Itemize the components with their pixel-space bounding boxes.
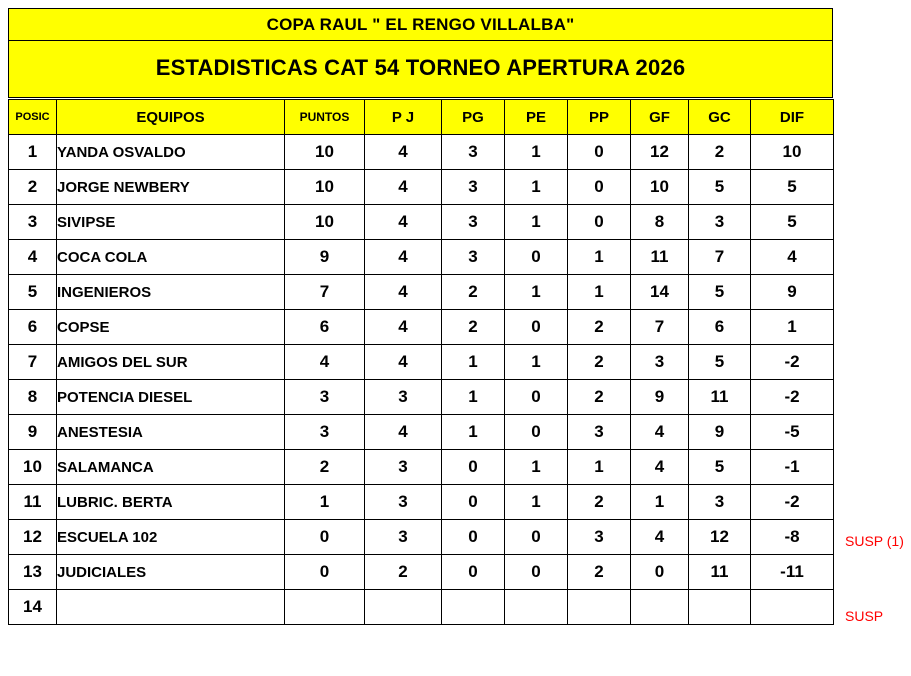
cell-pe: 0	[505, 240, 568, 275]
cell-dif: 5	[751, 205, 834, 240]
cell-pj: 2	[365, 555, 442, 590]
table-row	[9, 135, 834, 170]
cell-puntos: 0	[285, 520, 365, 555]
cell-pg: 0	[442, 520, 505, 555]
cell-pe: 1	[505, 275, 568, 310]
cell-pe: 1	[505, 485, 568, 520]
cell-pp	[568, 590, 631, 625]
cell-pe: 0	[505, 380, 568, 415]
cell-pg: 2	[442, 275, 505, 310]
cell-pg: 3	[442, 205, 505, 240]
cell-pj: 4	[365, 170, 442, 205]
cell-gc: 6	[689, 310, 751, 345]
cell-pg	[442, 590, 505, 625]
cell-gc: 3	[689, 205, 751, 240]
cell-pj: 3	[365, 380, 442, 415]
cell-dif: -8	[751, 520, 834, 555]
cell-posic: 6	[9, 310, 57, 345]
cell-pj: 3	[365, 450, 442, 485]
cell-pj: 4	[365, 205, 442, 240]
cup-title: COPA RAUL " EL RENGO VILLALBA"	[9, 9, 832, 41]
cell-puntos: 9	[285, 240, 365, 275]
cell-posic: 14	[9, 590, 57, 625]
cell-posic: 10	[9, 450, 57, 485]
table-row	[9, 275, 834, 310]
cell-pp: 0	[568, 205, 631, 240]
suspension-note-judiciales: SUSP	[845, 608, 884, 624]
cell-pg: 3	[442, 170, 505, 205]
cell-posic: 5	[9, 275, 57, 310]
cell-pe: 1	[505, 450, 568, 485]
cell-dif: 5	[751, 170, 834, 205]
title-block	[8, 8, 833, 98]
table-row	[9, 520, 834, 555]
cell-puntos: 10	[285, 170, 365, 205]
cell-dif: 4	[751, 240, 834, 275]
cell-equipo: INGENIEROS	[57, 275, 285, 310]
column-header-pg: PG	[442, 100, 505, 135]
cell-pe: 0	[505, 415, 568, 450]
cell-dif: 1	[751, 310, 834, 345]
cell-pe	[505, 590, 568, 625]
cell-pp: 1	[568, 240, 631, 275]
cell-pj: 4	[365, 310, 442, 345]
cell-pp: 3	[568, 415, 631, 450]
table-row	[9, 240, 834, 275]
cell-pp: 2	[568, 345, 631, 380]
cell-equipo: COCA COLA	[57, 240, 285, 275]
cell-pg: 0	[442, 555, 505, 590]
cell-pe: 1	[505, 135, 568, 170]
cell-gc: 3	[689, 485, 751, 520]
cell-posic: 8	[9, 380, 57, 415]
cell-pp: 2	[568, 380, 631, 415]
cell-dif: 9	[751, 275, 834, 310]
cell-gc: 5	[689, 275, 751, 310]
cell-posic: 12	[9, 520, 57, 555]
cell-puntos: 10	[285, 135, 365, 170]
cell-pj: 3	[365, 485, 442, 520]
cell-gf: 0	[631, 555, 689, 590]
column-header-puntos: PUNTOS	[285, 100, 365, 135]
cell-pp: 2	[568, 555, 631, 590]
cell-pg: 2	[442, 310, 505, 345]
cell-gf: 9	[631, 380, 689, 415]
cell-puntos: 10	[285, 205, 365, 240]
cell-gf: 4	[631, 450, 689, 485]
cell-gc	[689, 590, 751, 625]
table-row	[9, 170, 834, 205]
cell-pe: 1	[505, 205, 568, 240]
cell-gc: 12	[689, 520, 751, 555]
cell-pe: 0	[505, 310, 568, 345]
cell-equipo: COPSE	[57, 310, 285, 345]
cell-gc: 5	[689, 170, 751, 205]
cell-posic: 9	[9, 415, 57, 450]
table-row	[9, 205, 834, 240]
cell-pp: 3	[568, 520, 631, 555]
table-row	[9, 450, 834, 485]
cell-posic: 7	[9, 345, 57, 380]
column-header-gc: GC	[689, 100, 751, 135]
cell-pg: 3	[442, 240, 505, 275]
cell-posic: 13	[9, 555, 57, 590]
cell-equipo: JORGE NEWBERY	[57, 170, 285, 205]
suspension-note-lubric-berta: SUSP (1)	[845, 533, 904, 549]
cell-pg: 0	[442, 450, 505, 485]
cell-dif: -1	[751, 450, 834, 485]
cell-puntos: 7	[285, 275, 365, 310]
cell-equipo: ESCUELA 102	[57, 520, 285, 555]
cell-puntos: 2	[285, 450, 365, 485]
cell-puntos: 1	[285, 485, 365, 520]
spreadsheet-sheet	[0, 8, 911, 676]
cell-dif: -2	[751, 345, 834, 380]
cell-pp: 0	[568, 170, 631, 205]
cell-pp: 0	[568, 135, 631, 170]
cell-pp: 2	[568, 485, 631, 520]
table-header-row	[9, 100, 834, 135]
cell-posic: 4	[9, 240, 57, 275]
cell-gf: 8	[631, 205, 689, 240]
cell-gf: 14	[631, 275, 689, 310]
cell-pj: 4	[365, 345, 442, 380]
cell-gc: 9	[689, 415, 751, 450]
cell-gc: 2	[689, 135, 751, 170]
cell-puntos: 3	[285, 380, 365, 415]
column-header-pp: PP	[568, 100, 631, 135]
cell-posic: 11	[9, 485, 57, 520]
cell-gf: 4	[631, 415, 689, 450]
cell-gc: 5	[689, 450, 751, 485]
cell-posic: 3	[9, 205, 57, 240]
cell-pj: 4	[365, 415, 442, 450]
cell-dif: -5	[751, 415, 834, 450]
cell-equipo: AMIGOS DEL SUR	[57, 345, 285, 380]
table-row	[9, 485, 834, 520]
cell-pj	[365, 590, 442, 625]
cell-equipo: JUDICIALES	[57, 555, 285, 590]
cell-equipo: SIVIPSE	[57, 205, 285, 240]
cell-puntos: 4	[285, 345, 365, 380]
cell-gc: 5	[689, 345, 751, 380]
cell-gc: 11	[689, 555, 751, 590]
cell-gf: 10	[631, 170, 689, 205]
cell-equipo: SALAMANCA	[57, 450, 285, 485]
cell-pe: 0	[505, 555, 568, 590]
column-header-equipos: EQUIPOS	[57, 100, 285, 135]
table-row	[9, 415, 834, 450]
cell-pg: 1	[442, 415, 505, 450]
table-row	[9, 345, 834, 380]
cell-gc: 11	[689, 380, 751, 415]
table-row	[9, 310, 834, 345]
cell-puntos: 0	[285, 555, 365, 590]
cell-gf: 1	[631, 485, 689, 520]
cell-puntos	[285, 590, 365, 625]
cell-gf: 7	[631, 310, 689, 345]
cell-pe: 1	[505, 345, 568, 380]
cell-dif: -11	[751, 555, 834, 590]
cell-puntos: 6	[285, 310, 365, 345]
cell-pp: 1	[568, 450, 631, 485]
cell-pj: 3	[365, 520, 442, 555]
standings-title: ESTADISTICAS CAT 54 TORNEO APERTURA 2026	[155, 55, 686, 80]
cell-gf: 4	[631, 520, 689, 555]
cell-equipo: POTENCIA DIESEL	[57, 380, 285, 415]
column-header-gf: GF	[631, 100, 689, 135]
column-header-pj: P J	[365, 100, 442, 135]
cell-gf: 3	[631, 345, 689, 380]
cell-dif: -2	[751, 485, 834, 520]
cell-pj: 4	[365, 275, 442, 310]
column-header-pe: PE	[505, 100, 568, 135]
cell-gf	[631, 590, 689, 625]
cell-gf: 12	[631, 135, 689, 170]
cell-pe: 0	[505, 520, 568, 555]
cell-equipo	[57, 590, 285, 625]
cell-pp: 1	[568, 275, 631, 310]
table-row	[9, 555, 834, 590]
table-row	[9, 380, 834, 415]
table-row	[9, 590, 834, 625]
cell-pg: 0	[442, 485, 505, 520]
cell-equipo: ANESTESIA	[57, 415, 285, 450]
cell-pg: 1	[442, 345, 505, 380]
column-header-dif: DIF	[751, 100, 834, 135]
cell-pj: 4	[365, 240, 442, 275]
cell-equipo: YANDA OSVALDO	[57, 135, 285, 170]
cell-pg: 3	[442, 135, 505, 170]
cell-dif: -2	[751, 380, 834, 415]
cell-posic: 1	[9, 135, 57, 170]
cell-pp: 2	[568, 310, 631, 345]
cell-dif: 10	[751, 135, 834, 170]
cell-gf: 11	[631, 240, 689, 275]
column-header-posic: POSIC	[9, 100, 57, 135]
cell-pj: 4	[365, 135, 442, 170]
cell-dif	[751, 590, 834, 625]
standings-table	[8, 99, 834, 625]
cell-gc: 7	[689, 240, 751, 275]
cell-puntos: 3	[285, 415, 365, 450]
cell-posic: 2	[9, 170, 57, 205]
cell-equipo: LUBRIC. BERTA	[57, 485, 285, 520]
cell-pe: 1	[505, 170, 568, 205]
cell-pg: 1	[442, 380, 505, 415]
